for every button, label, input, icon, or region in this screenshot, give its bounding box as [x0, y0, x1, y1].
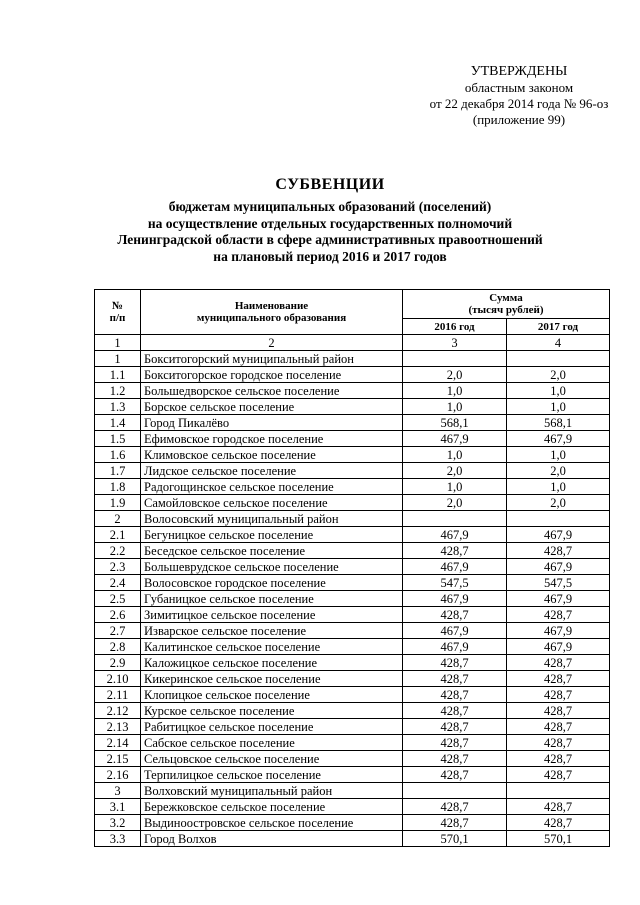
row-number: 2.7 — [95, 623, 141, 639]
row-value-2017 — [507, 351, 610, 367]
row-value-2017: 428,7 — [507, 671, 610, 687]
row-value-2016 — [403, 783, 507, 799]
row-number: 1.9 — [95, 495, 141, 511]
header-year-2016: 2016 год — [403, 319, 507, 335]
row-name: Рабитицкое сельское поселение — [141, 719, 403, 735]
row-value-2017: 428,7 — [507, 703, 610, 719]
row-name: Бокситогорское городское поселение — [141, 367, 403, 383]
approval-line-1: УТВЕРЖДЕНЫ — [470, 64, 568, 79]
row-value-2017: 467,9 — [507, 591, 610, 607]
row-value-2017: 1,0 — [507, 399, 610, 415]
column-number-2: 2 — [141, 335, 403, 351]
row-number: 1.6 — [95, 447, 141, 463]
table-row — [95, 767, 610, 783]
row-name: Волосовское городское поселение — [141, 575, 403, 591]
row-value-2016: 1,0 — [403, 447, 507, 463]
row-value-2017: 568,1 — [507, 415, 610, 431]
row-value-2016: 428,7 — [403, 767, 507, 783]
row-name: Кикеринское сельское поселение — [141, 671, 403, 687]
row-value-2017: 428,7 — [507, 767, 610, 783]
table-row — [95, 655, 610, 671]
row-number: 2.2 — [95, 543, 141, 559]
row-value-2017: 428,7 — [507, 815, 610, 831]
row-number: 2.14 — [95, 735, 141, 751]
row-value-2016: 428,7 — [403, 543, 507, 559]
row-value-2016: 428,7 — [403, 607, 507, 623]
row-name: Бокситогорский муниципальный район — [141, 351, 403, 367]
title-main: СУБВЕНЦИИ — [275, 176, 385, 193]
row-number: 2.5 — [95, 591, 141, 607]
table-row — [95, 623, 610, 639]
row-name: Климовское сельское поселение — [141, 447, 403, 463]
row-value-2017: 428,7 — [507, 607, 610, 623]
row-value-2016: 568,1 — [403, 415, 507, 431]
header-number-line-2: п/п — [109, 312, 126, 324]
row-value-2016: 428,7 — [403, 735, 507, 751]
row-value-2017: 1,0 — [507, 479, 610, 495]
table-row — [95, 367, 610, 383]
row-name: Волосовский муниципальный район — [141, 511, 403, 527]
row-value-2017: 428,7 — [507, 719, 610, 735]
approval-line-4: (приложение 99) — [472, 112, 566, 127]
table-row — [95, 735, 610, 751]
header-name — [141, 290, 403, 335]
row-name: Сабское сельское поселение — [141, 735, 403, 751]
approval-line-3: от 22 декабря 2014 года № 96-оз — [429, 96, 609, 111]
row-name: Курское сельское поселение — [141, 703, 403, 719]
row-value-2016: 2,0 — [403, 367, 507, 383]
row-value-2016: 428,7 — [403, 719, 507, 735]
table-row — [95, 799, 610, 815]
row-number: 2.16 — [95, 767, 141, 783]
title-line-1: бюджетам муниципальных образований (поселений) — [168, 199, 492, 214]
row-name: Зимитицкое сельское поселение — [141, 607, 403, 623]
table-row — [95, 495, 610, 511]
row-name: Радогощинское сельское поселение — [141, 479, 403, 495]
row-name: Выдиноостровское сельское поселение — [141, 815, 403, 831]
approval-stamp — [419, 64, 619, 128]
table-row — [95, 511, 610, 527]
table-row — [95, 783, 610, 799]
table-row — [95, 815, 610, 831]
row-value-2016: 1,0 — [403, 383, 507, 399]
row-value-2017: 467,9 — [507, 527, 610, 543]
row-number: 2.13 — [95, 719, 141, 735]
table-row — [95, 639, 610, 655]
row-number: 2.10 — [95, 671, 141, 687]
row-value-2017 — [507, 783, 610, 799]
row-value-2017: 2,0 — [507, 367, 610, 383]
column-number-4: 4 — [507, 335, 610, 351]
row-name: Изварское сельское поселение — [141, 623, 403, 639]
row-value-2016 — [403, 351, 507, 367]
header-number-line-1: № — [111, 300, 124, 312]
row-name: Волховский муниципальный район — [141, 783, 403, 799]
row-number: 3.1 — [95, 799, 141, 815]
row-name: Большедворское сельское поселение — [141, 383, 403, 399]
row-name: Лидское сельское поселение — [141, 463, 403, 479]
row-value-2017: 467,9 — [507, 623, 610, 639]
table-row — [95, 447, 610, 463]
row-number: 1.7 — [95, 463, 141, 479]
row-number: 2.4 — [95, 575, 141, 591]
row-value-2017 — [507, 511, 610, 527]
row-value-2016: 428,7 — [403, 703, 507, 719]
row-name: Ефимовское городское поселение — [141, 431, 403, 447]
row-value-2016: 1,0 — [403, 479, 507, 495]
document-title — [60, 176, 600, 265]
row-value-2016: 467,9 — [403, 591, 507, 607]
row-name: Бережковское сельское поселение — [141, 799, 403, 815]
row-value-2016: 428,7 — [403, 687, 507, 703]
row-number: 3.2 — [95, 815, 141, 831]
row-value-2017: 2,0 — [507, 495, 610, 511]
row-number: 2.1 — [95, 527, 141, 543]
row-value-2017: 428,7 — [507, 751, 610, 767]
title-line-4: на плановый период 2016 и 2017 годов — [213, 248, 447, 264]
row-name: Большеврудское сельское поселение — [141, 559, 403, 575]
table-row — [95, 703, 610, 719]
row-value-2016: 2,0 — [403, 495, 507, 511]
row-number: 1 — [95, 351, 141, 367]
table-body — [95, 351, 610, 847]
row-value-2016: 467,9 — [403, 527, 507, 543]
row-value-2016 — [403, 511, 507, 527]
row-value-2016: 428,7 — [403, 815, 507, 831]
table-row — [95, 575, 610, 591]
table-row — [95, 751, 610, 767]
row-name: Самойловское сельское поселение — [141, 495, 403, 511]
row-number: 2.12 — [95, 703, 141, 719]
table-row — [95, 831, 610, 847]
row-value-2016: 570,1 — [403, 831, 507, 847]
table-row — [95, 399, 610, 415]
approval-line-2: областным законом — [464, 80, 574, 95]
header-year-2017: 2017 год — [507, 319, 610, 335]
row-value-2016: 428,7 — [403, 655, 507, 671]
row-value-2016: 467,9 — [403, 623, 507, 639]
row-value-2017: 467,9 — [507, 559, 610, 575]
header-name-line-1: Наименование — [234, 300, 309, 312]
column-number-1: 1 — [95, 335, 141, 351]
row-number: 2.11 — [95, 687, 141, 703]
row-value-2017: 570,1 — [507, 831, 610, 847]
row-name: Город Волхов — [141, 831, 403, 847]
row-number: 1.4 — [95, 415, 141, 431]
row-number: 1.3 — [95, 399, 141, 415]
row-number: 2 — [95, 511, 141, 527]
row-value-2017: 467,9 — [507, 431, 610, 447]
table-row — [95, 719, 610, 735]
row-number: 2.9 — [95, 655, 141, 671]
row-number: 2.3 — [95, 559, 141, 575]
title-line-2: на осуществление отдельных государственных полномочий — [147, 215, 513, 231]
table-row — [95, 527, 610, 543]
row-name: Город Пикалёво — [141, 415, 403, 431]
table-row — [95, 687, 610, 703]
row-name: Терпилицкое сельское поселение — [141, 767, 403, 783]
row-value-2017: 547,5 — [507, 575, 610, 591]
row-number: 1.1 — [95, 367, 141, 383]
title-line-3: Ленинградской области в сфере административных правоотношений — [117, 232, 543, 247]
row-value-2016: 547,5 — [403, 575, 507, 591]
row-value-2017: 467,9 — [507, 639, 610, 655]
row-number: 1.2 — [95, 383, 141, 399]
column-number-3: 3 — [403, 335, 507, 351]
row-number: 2.6 — [95, 607, 141, 623]
row-number: 1.8 — [95, 479, 141, 495]
row-value-2017: 428,7 — [507, 655, 610, 671]
row-value-2017: 1,0 — [507, 383, 610, 399]
row-number: 2.15 — [95, 751, 141, 767]
table-row — [95, 591, 610, 607]
row-value-2017: 1,0 — [507, 447, 610, 463]
row-name: Беседское сельское поселение — [141, 543, 403, 559]
row-number: 1.5 — [95, 431, 141, 447]
row-value-2016: 1,0 — [403, 399, 507, 415]
header-sum-line-2: (тысяч рублей) — [468, 304, 544, 316]
row-value-2016: 428,7 — [403, 799, 507, 815]
row-name: Бегуницкое сельское поселение — [141, 527, 403, 543]
table-row — [95, 351, 610, 367]
table-row — [95, 431, 610, 447]
row-name: Калитинское сельское поселение — [141, 639, 403, 655]
row-number: 3.3 — [95, 831, 141, 847]
row-name: Губаницкое сельское поселение — [141, 591, 403, 607]
row-value-2017: 428,7 — [507, 687, 610, 703]
header-sum-line-1: Сумма — [489, 292, 523, 304]
row-value-2016: 2,0 — [403, 463, 507, 479]
row-number: 2.8 — [95, 639, 141, 655]
header-sum — [403, 290, 610, 319]
row-value-2017: 428,7 — [507, 799, 610, 815]
table-row — [95, 463, 610, 479]
row-value-2016: 428,7 — [403, 671, 507, 687]
table-row — [95, 559, 610, 575]
subsidy-table — [94, 289, 610, 847]
table-row — [95, 671, 610, 687]
table-row — [95, 479, 610, 495]
header-name-line-2: муниципального образования — [196, 312, 347, 324]
table-row — [95, 383, 610, 399]
row-value-2016: 467,9 — [403, 431, 507, 447]
row-value-2016: 467,9 — [403, 559, 507, 575]
table-row — [95, 415, 610, 431]
table-row — [95, 607, 610, 623]
row-name: Сельцовское сельское поселение — [141, 751, 403, 767]
row-value-2017: 428,7 — [507, 735, 610, 751]
table-row — [95, 543, 610, 559]
row-name: Клопицкое сельское поселение — [141, 687, 403, 703]
row-value-2017: 2,0 — [507, 463, 610, 479]
row-name: Каложицкое сельское поселение — [141, 655, 403, 671]
row-name: Борское сельское поселение — [141, 399, 403, 415]
header-number — [95, 290, 141, 335]
row-value-2017: 428,7 — [507, 543, 610, 559]
row-number: 3 — [95, 783, 141, 799]
row-value-2016: 428,7 — [403, 751, 507, 767]
row-value-2016: 467,9 — [403, 639, 507, 655]
